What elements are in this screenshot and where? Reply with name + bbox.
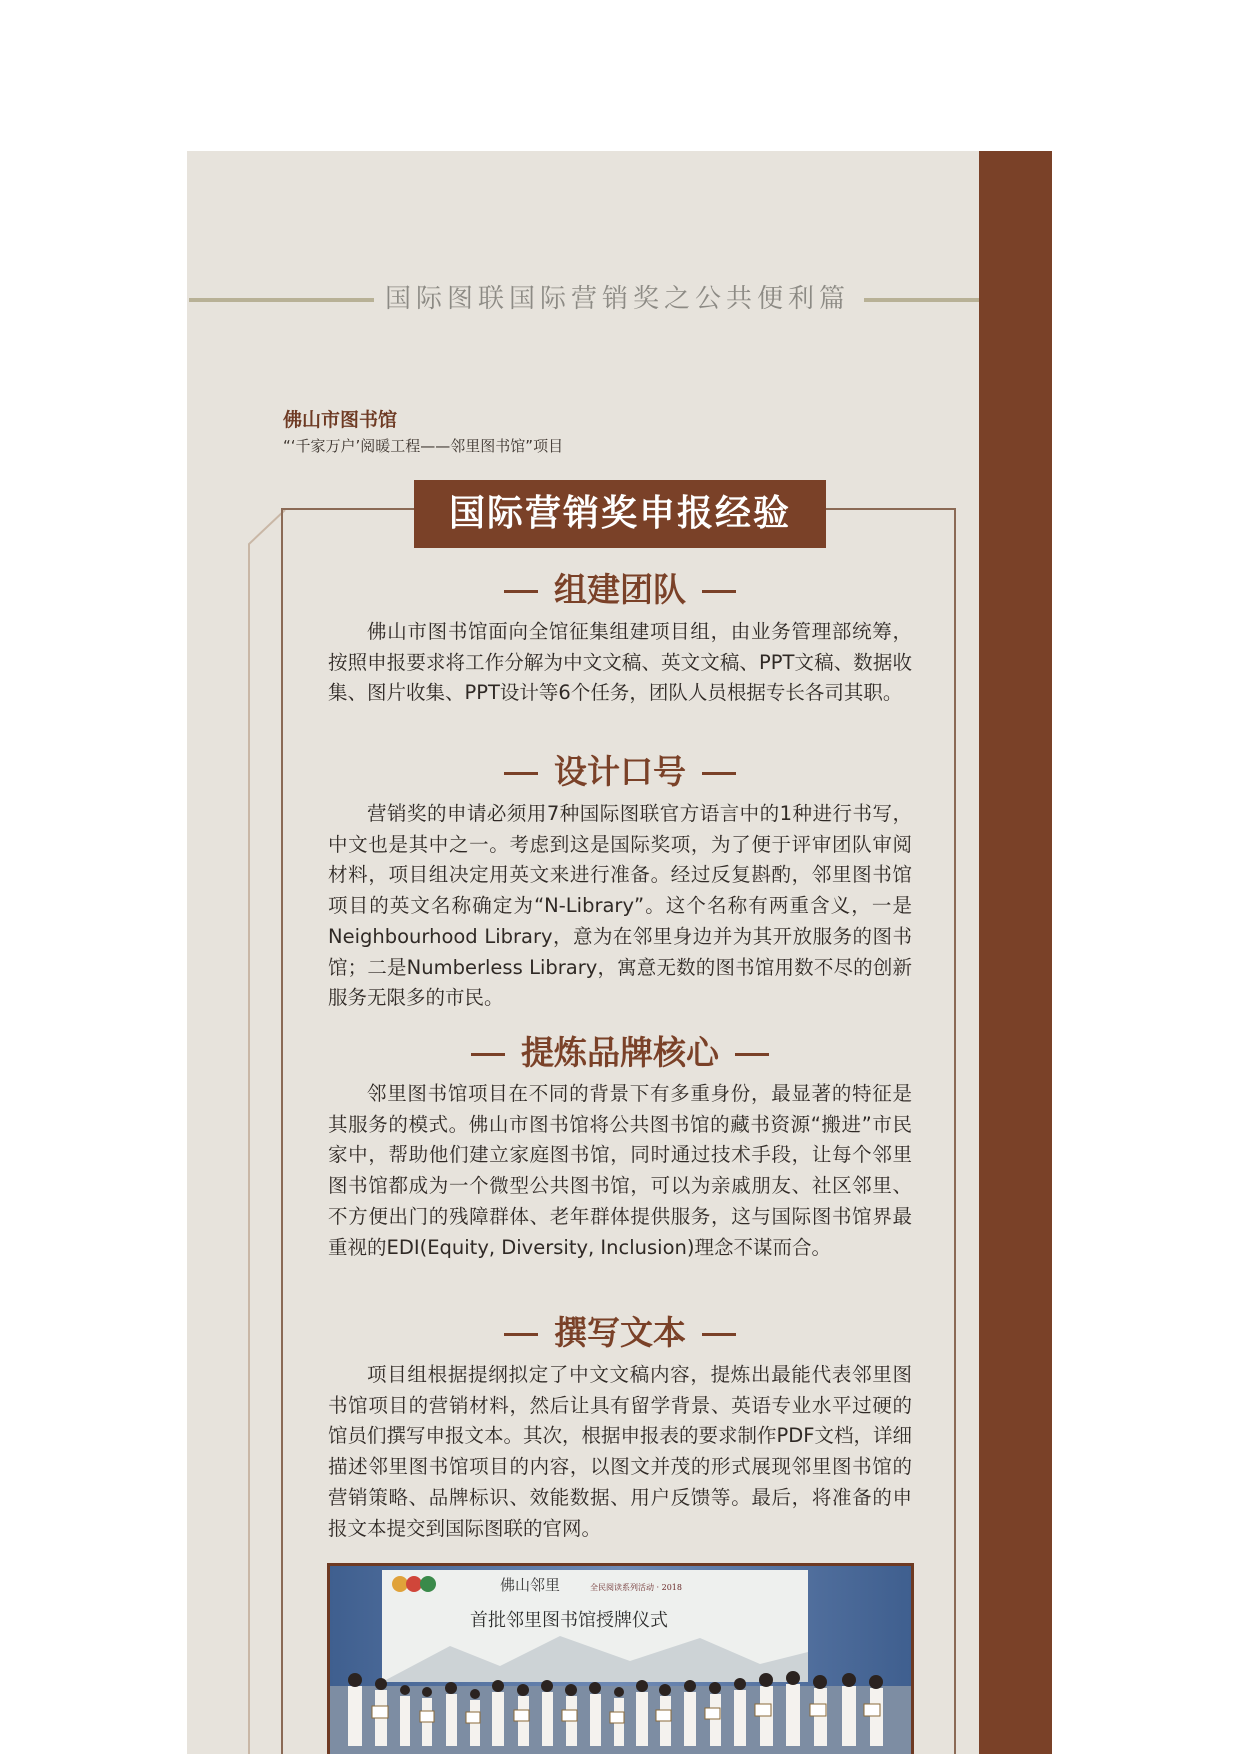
heading-dash-left: [504, 590, 538, 593]
banner-title: 国际营销奖申报经验: [414, 480, 826, 548]
section-heading-text: 提炼品牌核心: [521, 1033, 719, 1072]
heading-dash-right: [702, 590, 736, 593]
series-divider-left: [189, 298, 374, 302]
library-project: “‘千家万户’阅暖工程——邻里图书馆”项目: [283, 437, 564, 455]
heading-dash-left: [471, 1053, 505, 1056]
section-heading: [328, 568, 912, 612]
section-heading-text: 设计口号: [554, 752, 686, 791]
section-heading: [328, 1031, 912, 1075]
side-color-bar: [979, 151, 1052, 1754]
section-heading: [328, 750, 912, 794]
section-body: 营销奖的申请必须用7种国际图联官方语言中的1种进行书写，中文也是其中之一。考虑到这是国际奖项，为了便于评审团队审阅材料，项目组决定用英文来进行准备。经过反复斟酌，邻里图书馆项目的英文名称确定为“N-Library”。这个名称有两重含义，一是Neighbourhood Library，意为在邻里身边并为其开放服务的图书馆；二是Numberless Library，寓意无数的图书馆用数不尽的创新服务无限多的市民。: [328, 802, 912, 1010]
heading-dash-left: [504, 772, 538, 775]
section-heading-text: 组建团队: [554, 570, 686, 609]
heading-dash-left: [504, 1333, 538, 1336]
section-body: 项目组根据提纲拟定了中文文稿内容，提炼出最能代表邻里图书馆项目的营销材料，然后让具有留学背景、英语专业水平过硬的馆员们撰写申报文本。其次，根据申报表的要求制作PDF文档，详细描述邻里图书馆项目的内容，以图文并茂的形式展现邻里图书馆的营销策略、品牌标识、效能数据、用户反馈等。最后，将准备的申报文本提交到国际图联的官网。: [328, 1363, 912, 1540]
section-heading: [328, 1311, 912, 1355]
backdrop-title: 首批邻里图书馆授牌仪式: [470, 1610, 668, 1631]
section-body: 佛山市图书馆面向全馆征集组建项目组，由业务管理部统筹，按照申报要求将工作分解为中文文稿、英文文稿、PPT文稿、数据收集、图片收集、PPT设计等6个任务，团队人员根据专长各司其职。: [328, 620, 912, 705]
backdrop-header: 全民阅读系列活动 · 2018: [590, 1583, 682, 1592]
heading-dash-right: [702, 1333, 736, 1336]
heading-dash-right: [735, 1053, 769, 1056]
section-heading-text: 撰写文本: [554, 1313, 686, 1352]
ceremony-photo: [327, 1563, 914, 1754]
ceremony-photo-illustration: [330, 1566, 911, 1754]
heading-dash-right: [702, 772, 736, 775]
backdrop-calligraphy: 佛山邻里: [500, 1576, 561, 1594]
section-body: 邻里图书馆项目在不同的背景下有多重身份，最显著的特征是其服务的模式。佛山市图书馆将公共图书馆的藏书资源“搬进”市民家中，帮助他们建立家庭图书馆，同时通过技术手段，让每个邻里图书馆都成为一个微型公共图书馆，可以为亲戚朋友、社区邻里、不方便出门的残障群体、老年群体提供服务，这与国际图书馆界最重视的EDI(Equity, Diversity, Inclusion)理念不谋而合。: [328, 1082, 912, 1259]
series-divider-right: [864, 298, 979, 302]
library-name: 佛山市图书馆: [283, 409, 398, 431]
series-title: 国际图联国际营销奖之公共便利篇: [385, 284, 851, 314]
